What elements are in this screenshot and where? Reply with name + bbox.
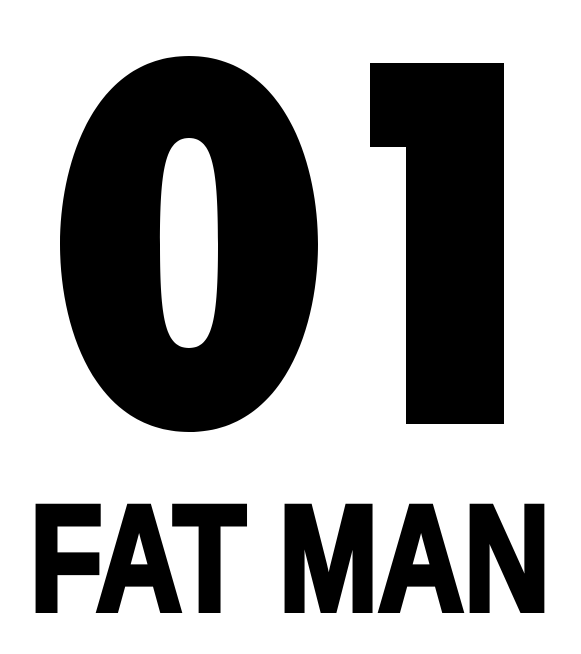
name-lettering — [30, 474, 550, 642]
name-text: FAT MAN — [30, 474, 550, 642]
